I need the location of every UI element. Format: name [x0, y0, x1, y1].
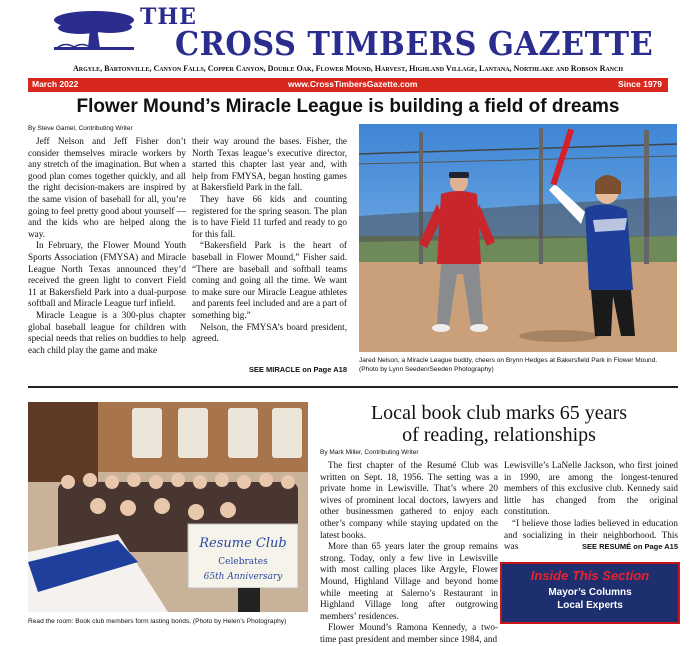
banner-anniversary: 65th Anniversary — [203, 572, 283, 582]
paragraph: Lewisville’s LaNelle Jackson, who first joined in 1990, are among the longest-tenured members of this exclusive club. Kennedy said little has changed from the original constitution. — [504, 460, 678, 517]
paragraph: “I believe those ladies believed in education and socializing in their neighborhood. This was — [504, 517, 678, 552]
banner-subtitle: Celebrates — [218, 557, 268, 567]
paragraph: They have 66 kids and counting registered for the spring season. The plan is to have Field 11 turfed and ready to go for this fall. — [192, 193, 347, 239]
section-divider — [28, 386, 678, 388]
second-column-1 — [320, 460, 498, 644]
book-club-photo-illustration — [28, 402, 308, 612]
second-headline-line-1: Local book club marks 65 years — [370, 402, 628, 424]
lead-photo-caption: Jared Nelson, a Miracle League buddy, cheers on Brynn Hedges at Bakersfield Park in Flower Mound. (Photo by Lynn Seeden/Seeden Photography) — [359, 357, 658, 373]
baseball-photo-illustration — [359, 124, 677, 352]
inside-item-1[interactable]: Mayor’s Columns — [548, 587, 632, 598]
masthead-towns: Argyle, Bartonville, Canyon Falls, Copper Canyon, Double Oak, Flower Mound, Harvest, Highland Village, Lantana, Northlake and Robson Ranch — [72, 64, 624, 73]
lead-byline: By Steve Gamel, Contributing Writer — [28, 125, 133, 132]
inside-section-box — [500, 562, 680, 624]
second-headline-line-2: of reading, relationships — [402, 424, 596, 446]
paragraph: Nelson, the FMYSA’s board president, agreed. — [192, 321, 347, 344]
paragraph: “Bakersfield Park is the heart of baseball in Flower Mound,” Fisher said. “There are baseball and softball teams coming and going all the time. We want to make sure our Miracle League athletes and parents feel included and are a part of something big.” — [192, 240, 347, 320]
site-url[interactable]: www.CrossTimbersGazette.com — [288, 79, 418, 89]
inside-title: Inside This Section — [530, 568, 650, 583]
date-bar — [28, 78, 668, 92]
paragraph: Flower Mound’s Ramona Kennedy, a two-time past president and member since 1984, and — [320, 622, 498, 644]
book-club-photo-caption: Read the room: Book club members form lasting bonds. (Photo by Helen’s Photography) — [28, 618, 287, 625]
second-jump-link[interactable]: SEE RESUMÉ on Page A15 — [582, 542, 678, 551]
lead-photo — [359, 124, 677, 352]
second-byline: By Mark Miller, Contributing Writer — [320, 449, 419, 456]
lead-jump-link[interactable]: SEE MIRACLE on Page A18 — [248, 365, 347, 374]
paragraph: their way around the bases. Fisher, the North Texas league’s executive director, started this chapter last year and, with help from FMYSA, began hosting games at Bakersfield Park in the fall. — [192, 136, 347, 193]
banner-title: Resume Club — [199, 536, 287, 551]
paragraph: Jeff Nelson and Jeff Fisher don’t consider themselves miracle workers by any stretch of the imagination. But when a good plan comes together quickly, and all the right decision-makers are inspired by the same vision of baseball for all, you’re going to feel pretty good about yourself — and the kids who are helped along the way. — [28, 136, 186, 239]
paragraph: In February, the Flower Mound Youth Sports Association (FMYSA) and Miracle League North Texas announced they’d received the green light to convert Field 11 at Bakersfield Park into a dual-purpose softball and Miracle League turf infield. — [28, 240, 186, 309]
masthead-title: CROSS TIMBERS GAZETTE — [175, 24, 654, 63]
inside-item-2[interactable]: Local Experts — [557, 600, 623, 611]
masthead-the: THE — [140, 4, 197, 30]
book-club-photo — [28, 402, 308, 612]
issue-date: March 2022 — [32, 79, 79, 89]
paragraph: More than 65 years later the group remains strong. Today, only a few live in Lewisville with most calling places like Argyle, Flower Mound, Highland Village and beyond home while meeting at Salerno’s Restaurant in Highland Village long after outgrowing members’ residences. — [320, 541, 498, 621]
lead-headline: Flower Mound’s Miracle League is building a field of dreams — [76, 96, 620, 117]
second-headline — [320, 402, 678, 446]
paragraph: Miracle League is a 300-plus chapter global baseball league for children with special needs that relies on buddies to help each child play the game and make — [28, 309, 186, 355]
paragraph: The first chapter of the Resumé Club was written on Sept. 18, 1956. The setting was a private home in Lewisville. That’s where 20 wives of prominent local doctors, lawyers and other businessmen gathered to enjoy each other’s company while staying updated on the latest books. — [320, 460, 498, 540]
lead-column-1 — [28, 136, 186, 372]
since-year: Since 1979 — [618, 79, 662, 89]
lead-column-2 — [192, 136, 347, 354]
tree-logo-icon — [50, 6, 138, 52]
